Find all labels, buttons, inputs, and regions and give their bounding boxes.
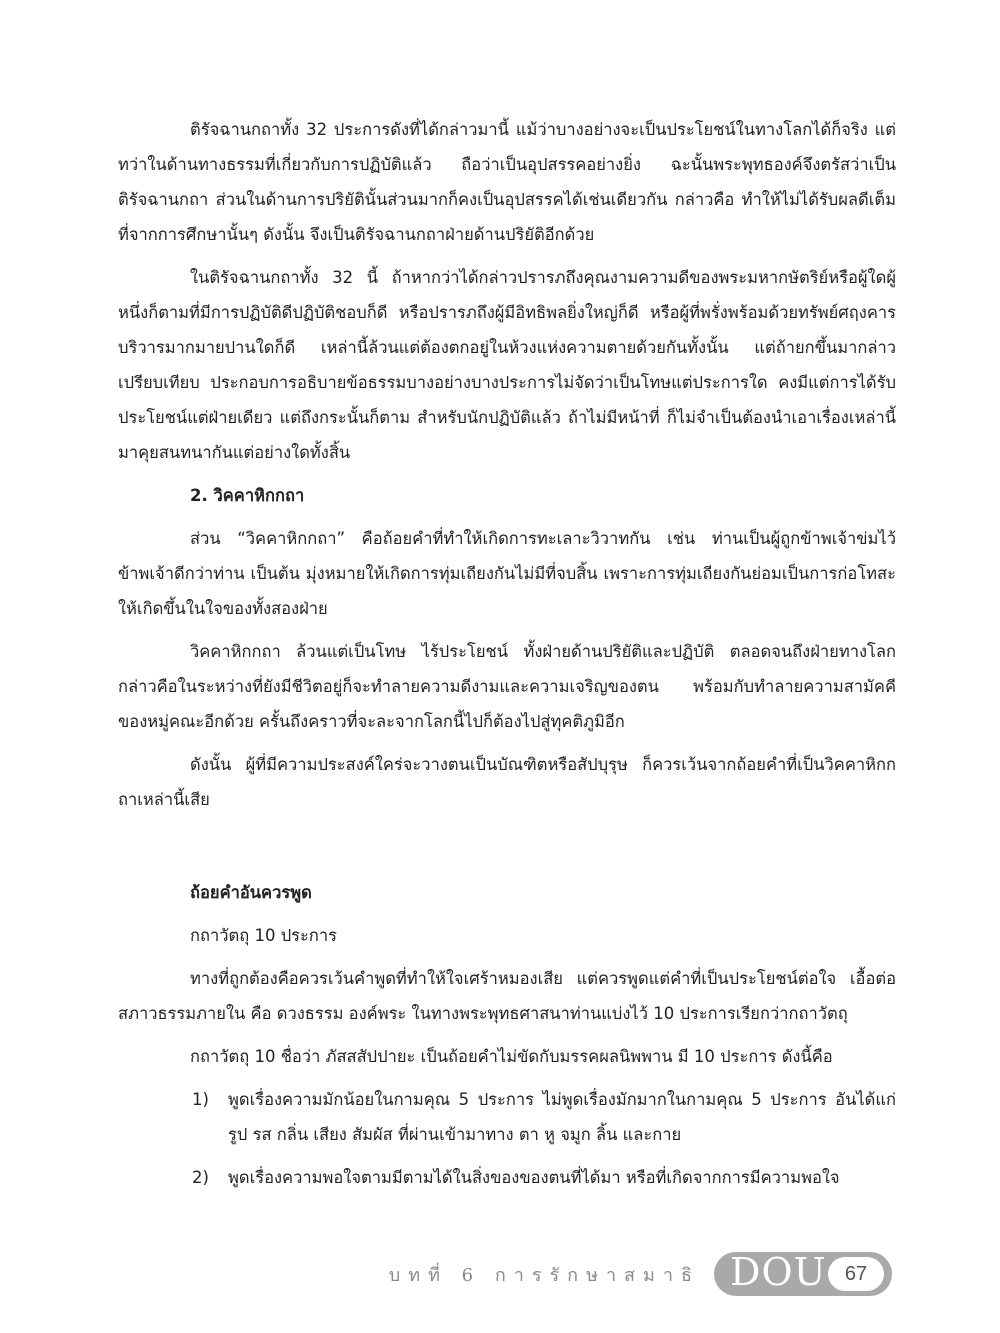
- paragraph: กถาวัตถุ 10 ชื่อว่า ภัสสสัปปายะ เป็นถ้อยคำไม่ขัดกับมรรคผลนิพพาน มี 10 ประการ ดังนี้คือ: [190, 1047, 833, 1066]
- subheading: กถาวัตถุ 10 ประการ: [190, 926, 338, 945]
- paragraph: ทางที่ถูกต้องคือควรเว้นคำพูดที่ทำให้ใจเศร้าหมองเสีย แต่ควรพูดแต่คำที่เป็นประโยชน์ต่อใจ เอื้อต่อสภาวธรรมภายใน คือ ดวงธรรม องค์พระ ในทางพระพุทธศาสนาท่านแบ่งไว้ 10 ประการเรียกว่ากถาวัตถุ: [118, 969, 896, 1023]
- paragraph: ในติรัจฉานกถาทั้ง 32 นี้ ถ้าหากว่าได้กล่าวปรารภถึงคุณงามความดีของพระมหากษัตริย์หรือผู้ใดผู้หนึ่งก็ตามที่มีการปฏิบัติดีปฏิบัติชอบก็ดี หรือปรารภถึงผู้มีอิทธิพลยิ่งใหญ่ก็ดี หรือผู้ที่พรั่งพร้อมด้วยทรัพย์ศฤงคารบริวารมากมายปานใดก็ดี เหล่านี้ล้วนแต่ต้องตกอยู่ในห้วงแห่งความตายด้วยกันทั้งนั้น แต่ถ้ายกขึ้นมากล่าวเปรียบเทียบ ประกอบการอธิบายข้อธรรมบางอย่างบางประการไม่จัดว่าเป็นโทษแต่ประการใด คงมีแต่การได้รับประโยชน์แต่ฝ่ายเดียว แต่ถึงกระนั้นก็ตาม สำหรับนักปฏิบัติแล้ว ถ้าไม่มีหน้าที่ ก็ไม่จำเป็นต้องนำเอาเรื่องเหล่านี้มาคุยสนทนากันแต่อย่างใดทั้งสิ้น: [118, 268, 896, 462]
- paragraph: ติรัจฉานกถาทั้ง 32 ประการดังที่ได้กล่าวมานี้ แม้ว่าบางอย่างจะเป็นประโยชน์ในทางโลกได้ก็จริง แต่ทว่าในด้านทางธรรมที่เกี่ยวกับการปฏิบัติแล้ว ถือว่าเป็นอุปสรรคอย่างยิ่ง ฉะนั้นพระพุทธองค์จึงตรัสว่าเป็นติรัจฉานกถา ส่วนในด้านการปริยัตินั้นส่วนมากก็คงเป็นอุปสรรคได้เช่นเดียวกัน กล่าวคือ ทำให้ไม่ได้รับผลดีเต็มที่จากการศึกษานั้นๆ ดังนั้น จึงเป็นติรัจฉานกถาฝ่ายด้านปริยัติอีกด้วย: [118, 120, 896, 244]
- list-number: 1): [192, 1090, 209, 1109]
- dou-logo: DOU: [730, 1250, 827, 1294]
- paragraph: ดังนั้น ผู้ที่มีความประสงค์ใคร่จะวางตนเป็นบัณฑิตหรือสัปบุรุษ ก็ควรเว้นจากถ้อยคำที่เป็นวิคคาหิกกถาเหล่านี้เสีย: [118, 755, 896, 809]
- list-text: พูดเรื่องความมักน้อยในกามคุณ 5 ประการ ไม่พูดเรื่องมักมากในกามคุณ 5 ประการ อันได้แก่ รูป รส กลิ่น เสียง สัมผัส ที่ผ่านเข้ามาทาง ตา หู จมูก ลิ้น และกาย: [228, 1090, 896, 1144]
- list-number: 2): [192, 1168, 209, 1187]
- section-heading: 2. วิคคาหิกกถา: [190, 486, 305, 505]
- footer-badge: [714, 1252, 892, 1296]
- chapter-title: บทที่ 6 การรักษาสมาธิ: [388, 1265, 700, 1286]
- page-number: 67: [828, 1257, 884, 1291]
- list-item: [118, 1082, 896, 1152]
- list-text: พูดเรื่องความพอใจตามมีตามได้ในสิ่งของของตนที่ได้มา หรือที่เกิดจากการมีความพอใจ: [228, 1168, 840, 1187]
- list-item: [118, 1160, 896, 1195]
- body-content: [118, 112, 896, 1203]
- paragraph: ส่วน “วิคคาหิกกถา” คือถ้อยคำที่ทำให้เกิดการทะเลาะวิวาทกัน เช่น ท่านเป็นผู้ถูกข้าพเจ้าข่มไว้ ข้าพเจ้าดีกว่าท่าน เป็นต้น มุ่งหมายให้เกิดการทุ่มเถียงกันไม่มีที่จบสิ้น เพราะการทุ่มเถียงกันย่อมเป็นการก่อโทสะให้เกิดขึ้นในใจของทั้งสองฝ่าย: [118, 529, 896, 618]
- section-heading: ถ้อยคำอันควรพูด: [190, 883, 312, 902]
- paragraph: วิคคาหิกกถา ล้วนแต่เป็นโทษ ไร้ประโยชน์ ทั้งฝ่ายด้านปริยัติและปฏิบัติ ตลอดจนถึงฝ่ายทางโลก กล่าวคือในระหว่างที่ยังมีชีวิตอยู่ก็จะทำลายความดีงามและความเจริญของตน พร้อมกับทำลายความสามัคคีของหมู่คณะอีกด้วย ครั้นถึงคราวที่จะละจากโลกนี้ไปก็ต้องไปสู่ทุคติภูมิอีก: [118, 642, 896, 731]
- numbered-list: [118, 1082, 896, 1195]
- page-footer: [0, 1248, 1000, 1298]
